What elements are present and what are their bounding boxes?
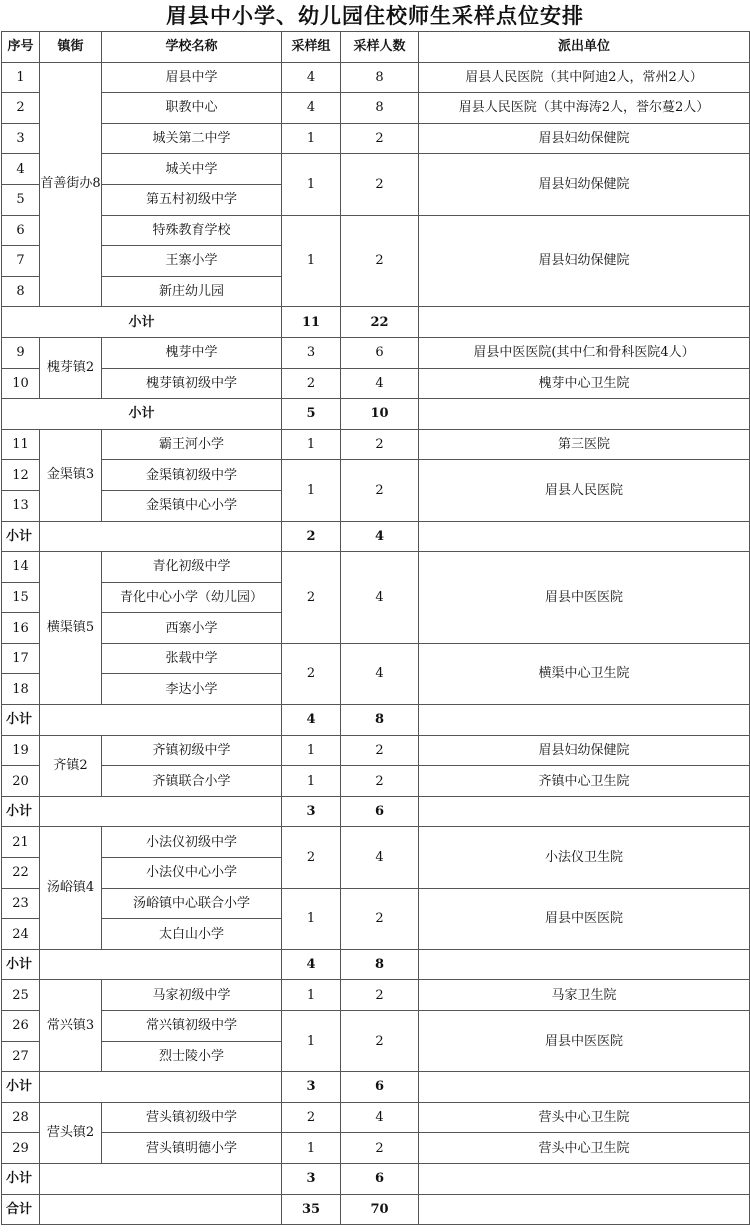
town-cell: 齐镇2 [40,735,102,796]
subtotal-row [2,1163,750,1194]
table-row [2,643,750,674]
row-index: 14 [2,552,40,583]
people-count-cell: 2 [341,429,419,460]
subtotal-unit-empty-cell [419,1072,750,1103]
row-index: 11 [2,429,40,460]
school-name-cell: 金渠镇初级中学 [102,460,282,491]
people-count-cell: 2 [341,888,419,949]
subtotal-team-cell: 4 [282,705,341,736]
subtotal-empty-cell [40,521,282,552]
subtotal-empty-cell [40,949,282,980]
row-index: 27 [2,1041,40,1072]
dispatch-unit-cell: 齐镇中心卫生院 [419,766,750,797]
dispatch-unit-cell: 营头中心卫生院 [419,1133,750,1164]
row-index: 25 [2,980,40,1011]
row-index: 8 [2,276,40,307]
subtotal-people-cell: 6 [341,1072,419,1103]
table-row [2,980,750,1011]
dispatch-unit-cell: 小法仪卫生院 [419,827,750,888]
row-index: 20 [2,766,40,797]
row-index: 15 [2,582,40,613]
school-name-cell: 西寨小学 [102,613,282,644]
team-count-cell: 1 [282,123,341,154]
row-index: 7 [2,246,40,277]
school-name-cell: 槐芽中学 [102,337,282,368]
subtotal-label: 小计 [2,399,282,430]
dispatch-unit-cell: 横渠中心卫生院 [419,643,750,704]
subtotal-row [2,705,750,736]
dispatch-unit-cell: 眉县中医医院 [419,1011,750,1072]
subtotal-label: 小计 [2,796,40,827]
team-count-cell: 2 [282,643,341,704]
town-cell: 汤峪镇4 [40,827,102,949]
subtotal-team-cell: 3 [282,1072,341,1103]
subtotal-empty-cell [40,705,282,736]
row-index: 2 [2,93,40,124]
people-count-cell: 4 [341,1102,419,1133]
table-row [2,766,750,797]
team-count-cell: 1 [282,735,341,766]
people-count-cell: 8 [341,62,419,93]
dispatch-unit-cell: 营头中心卫生院 [419,1102,750,1133]
subtotal-people-cell: 8 [341,949,419,980]
team-count-cell: 1 [282,1011,341,1072]
people-count-cell: 4 [341,643,419,704]
school-name-cell: 小法仪初级中学 [102,827,282,858]
table-row [2,460,750,491]
subtotal-unit-empty-cell [419,949,750,980]
row-index: 22 [2,858,40,889]
team-count-cell: 2 [282,1102,341,1133]
team-count-cell: 4 [282,93,341,124]
header-cell-index: 序号 [2,32,40,63]
table-row [2,735,750,766]
people-count-cell: 2 [341,766,419,797]
school-name-cell: 常兴镇初级中学 [102,1011,282,1042]
subtotal-unit-empty-cell [419,521,750,552]
subtotal-people-cell: 4 [341,521,419,552]
school-name-cell: 李达小学 [102,674,282,705]
team-count-cell: 1 [282,980,341,1011]
header-cell-town: 镇街 [40,32,102,63]
row-index: 5 [2,184,40,215]
school-name-cell: 齐镇联合小学 [102,766,282,797]
table-body [2,62,750,1225]
dispatch-unit-cell: 眉县中医医院 [419,552,750,644]
team-count-cell: 2 [282,368,341,399]
subtotal-empty-cell [40,1072,282,1103]
subtotal-row [2,949,750,980]
row-index: 3 [2,123,40,154]
people-count-cell: 2 [341,460,419,521]
team-count-cell: 2 [282,827,341,888]
dispatch-unit-cell: 眉县中医医院(其中仁和骨科医院4人） [419,337,750,368]
table-row [2,215,750,246]
dispatch-unit-cell: 眉县人民医院（其中海涛2人，誉尔蔓2人） [419,93,750,124]
row-index: 23 [2,888,40,919]
row-index: 19 [2,735,40,766]
header-cell-school: 学校名称 [102,32,282,63]
subtotal-label: 小计 [2,307,282,338]
total-people-cell: 70 [341,1194,419,1225]
table-row [2,368,750,399]
total-label: 合计 [2,1194,40,1225]
team-count-cell: 1 [282,429,341,460]
subtotal-people-cell: 22 [341,307,419,338]
school-name-cell: 马家初级中学 [102,980,282,1011]
subtotal-team-cell: 3 [282,796,341,827]
row-index: 26 [2,1011,40,1042]
table-row [2,337,750,368]
row-index: 9 [2,337,40,368]
people-count-cell: 6 [341,337,419,368]
team-count-cell: 4 [282,62,341,93]
total-unit-empty-cell [419,1194,750,1225]
subtotal-row [2,796,750,827]
subtotal-people-cell: 6 [341,1163,419,1194]
subtotal-people-cell: 10 [341,399,419,430]
people-count-cell: 2 [341,735,419,766]
row-index: 13 [2,490,40,521]
dispatch-unit-cell: 眉县妇幼保健院 [419,215,750,307]
subtotal-label: 小计 [2,521,40,552]
subtotal-unit-empty-cell [419,705,750,736]
row-index: 4 [2,154,40,185]
table-row [2,888,750,919]
school-name-cell: 霸王河小学 [102,429,282,460]
school-name-cell: 城关第二中学 [102,123,282,154]
sampling-schedule-table [1,31,750,1225]
table-row [2,429,750,460]
subtotal-unit-empty-cell [419,1163,750,1194]
school-name-cell: 王寨小学 [102,246,282,277]
table-row [2,552,750,583]
people-count-cell: 4 [341,827,419,888]
row-index: 17 [2,643,40,674]
header-row [2,32,750,63]
school-name-cell: 特殊教育学校 [102,215,282,246]
subtotal-team-cell: 3 [282,1163,341,1194]
row-index: 1 [2,62,40,93]
subtotal-label: 小计 [2,1072,40,1103]
subtotal-row [2,307,750,338]
school-name-cell: 新庄幼儿园 [102,276,282,307]
school-name-cell: 职教中心 [102,93,282,124]
row-index: 24 [2,919,40,950]
total-team-cell: 35 [282,1194,341,1225]
header-cell-people: 采样人数 [341,32,419,63]
table-row [2,827,750,858]
dispatch-unit-cell: 眉县妇幼保健院 [419,123,750,154]
dispatch-unit-cell: 眉县人民医院（其中阿迪2人，常州2人） [419,62,750,93]
row-index: 29 [2,1133,40,1164]
people-count-cell: 2 [341,980,419,1011]
subtotal-people-cell: 8 [341,705,419,736]
school-name-cell: 眉县中学 [102,62,282,93]
subtotal-unit-empty-cell [419,796,750,827]
town-cell: 槐芽镇2 [40,337,102,398]
people-count-cell: 4 [341,368,419,399]
dispatch-unit-cell: 眉县人民医院 [419,460,750,521]
school-name-cell: 第五村初级中学 [102,184,282,215]
people-count-cell: 2 [341,215,419,307]
town-cell: 首善街办8 [40,62,102,307]
table-row [2,1133,750,1164]
dispatch-unit-cell: 槐芽中心卫生院 [419,368,750,399]
dispatch-unit-cell: 眉县妇幼保健院 [419,154,750,215]
row-index: 10 [2,368,40,399]
header-cell-team: 采样组 [282,32,341,63]
team-count-cell: 1 [282,1133,341,1164]
table-row [2,1102,750,1133]
people-count-cell: 4 [341,552,419,644]
subtotal-team-cell: 11 [282,307,341,338]
school-name-cell: 太白山小学 [102,919,282,950]
subtotal-team-cell: 2 [282,521,341,552]
subtotal-team-cell: 4 [282,949,341,980]
subtotal-label: 小计 [2,705,40,736]
table-row [2,93,750,124]
school-name-cell: 营头镇初级中学 [102,1102,282,1133]
subtotal-team-cell: 5 [282,399,341,430]
school-name-cell: 齐镇初级中学 [102,735,282,766]
people-count-cell: 2 [341,1133,419,1164]
team-count-cell: 3 [282,337,341,368]
subtotal-unit-empty-cell [419,307,750,338]
team-count-cell: 1 [282,888,341,949]
school-name-cell: 青化初级中学 [102,552,282,583]
row-index: 28 [2,1102,40,1133]
subtotal-empty-cell [40,1163,282,1194]
town-cell: 营头镇2 [40,1102,102,1163]
row-index: 18 [2,674,40,705]
table-row [2,123,750,154]
team-count-cell: 2 [282,552,341,644]
school-name-cell: 汤峪镇中心联合小学 [102,888,282,919]
subtotal-row [2,1072,750,1103]
school-name-cell: 城关中学 [102,154,282,185]
team-count-cell: 1 [282,215,341,307]
subtotal-label: 小计 [2,1163,40,1194]
team-count-cell: 1 [282,766,341,797]
town-cell: 金渠镇3 [40,429,102,521]
row-index: 21 [2,827,40,858]
total-row [2,1194,750,1225]
school-name-cell: 槐芽镇初级中学 [102,368,282,399]
people-count-cell: 2 [341,123,419,154]
total-empty-cell [40,1194,282,1225]
row-index: 16 [2,613,40,644]
table-row [2,154,750,185]
people-count-cell: 2 [341,1011,419,1072]
subtotal-label: 小计 [2,949,40,980]
row-index: 6 [2,215,40,246]
row-index: 12 [2,460,40,491]
team-count-cell: 1 [282,460,341,521]
subtotal-people-cell: 6 [341,796,419,827]
school-name-cell: 小法仪中心小学 [102,858,282,889]
dispatch-unit-cell: 马家卫生院 [419,980,750,1011]
subtotal-row [2,521,750,552]
school-name-cell: 营头镇明德小学 [102,1133,282,1164]
table-row [2,1011,750,1042]
subtotal-unit-empty-cell [419,399,750,430]
subtotal-row [2,399,750,430]
school-name-cell: 青化中心小学（幼儿园） [102,582,282,613]
town-cell: 横渠镇5 [40,552,102,705]
dispatch-unit-cell: 第三医院 [419,429,750,460]
dispatch-unit-cell: 眉县妇幼保健院 [419,735,750,766]
school-name-cell: 张载中学 [102,643,282,674]
school-name-cell: 金渠镇中心小学 [102,490,282,521]
people-count-cell: 2 [341,154,419,215]
people-count-cell: 8 [341,93,419,124]
team-count-cell: 1 [282,154,341,215]
school-name-cell: 烈士陵小学 [102,1041,282,1072]
subtotal-empty-cell [40,796,282,827]
dispatch-unit-cell: 眉县中医医院 [419,888,750,949]
town-cell: 常兴镇3 [40,980,102,1072]
header-cell-unit: 派出单位 [419,32,750,63]
page-title: 眉县中小学、幼儿园住校师生采样点位安排 [166,3,584,28]
table-row [2,62,750,93]
